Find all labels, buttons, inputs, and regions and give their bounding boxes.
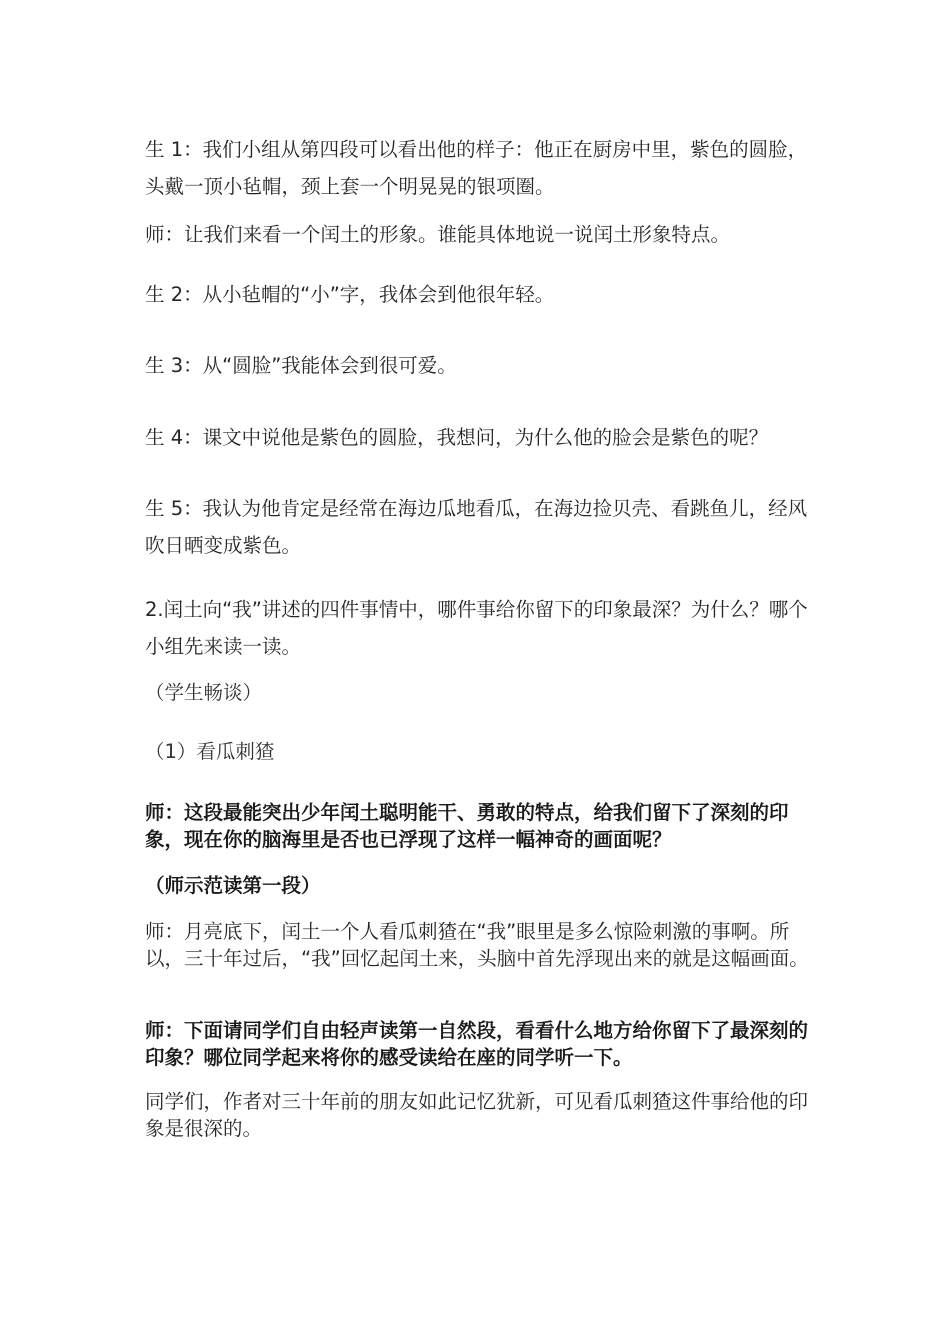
paragraph-teacher-bold-1: 师：这段最能突出少年闰土聪明能干、勇敢的特点，给我们留下了深刻的印象，现在你的脑海里是否也已浮现了这样一幅神奇的画面呢？ [145,801,789,851]
paragraph-teacher-bold-2: 师：下面请同学们自由轻声读第一自然段，看看什么地方给你留下了最深刻的印象？哪位同学起来将你的感受读给在座的同学听一下。 [145,1019,809,1069]
paragraph-teacher-1: 师：让我们来看一个闰土的形象。谁能具体地说一说闰土形象特点。 [145,223,731,246]
paragraph-teacher-2: 师：月亮底下，闰土一个人看瓜刺猹在“我”眼里是多么惊险刺激的事啊。所以，三十年过后，“我”回忆起闰土来，头脑中首先浮现出来的就是这幅画面。 [145,920,809,970]
paragraph-student-3: 生 3：从“圆脸”我能体会到很可爱。 [145,354,457,377]
paragraph-student-1: 生 1：我们小组从第四段可以看出他的样子：他正在厨房中里，紫色的圆脸，头戴一顶小毡帽，颈上套一个明晃晃的银项圈。 [145,138,808,198]
paragraph-student-4: 生 4：课文中说他是紫色的圆脸，我想问，为什么他的脸会是紫色的呢？ [145,426,769,449]
paragraph-student-5: 生 5：我认为他肯定是经常在海边瓜地看瓜，在海边捡贝壳、看跳鱼儿，经风吹日晒变成紫色。 [145,497,808,557]
paragraph-closing: 同学们，作者对三十年前的朋友如此记忆犹新，可见看瓜刺猹这件事给他的印象是很深的。 [145,1090,809,1140]
paragraph-question-2: 2.闰土向“我”讲述的四件事情中，哪件事给你留下的印象最深？为什么？哪个小组先来读一读。 [145,598,808,658]
paragraph-student-2: 生 2：从小毡帽的“小”字，我体会到他很年轻。 [145,283,555,306]
paragraph-teacher-demo: （师示范读第一段） [145,874,321,897]
paragraph-students-discuss: （学生畅谈） [145,681,263,704]
paragraph-section-heading: （1）看瓜刺猹 [145,740,275,763]
